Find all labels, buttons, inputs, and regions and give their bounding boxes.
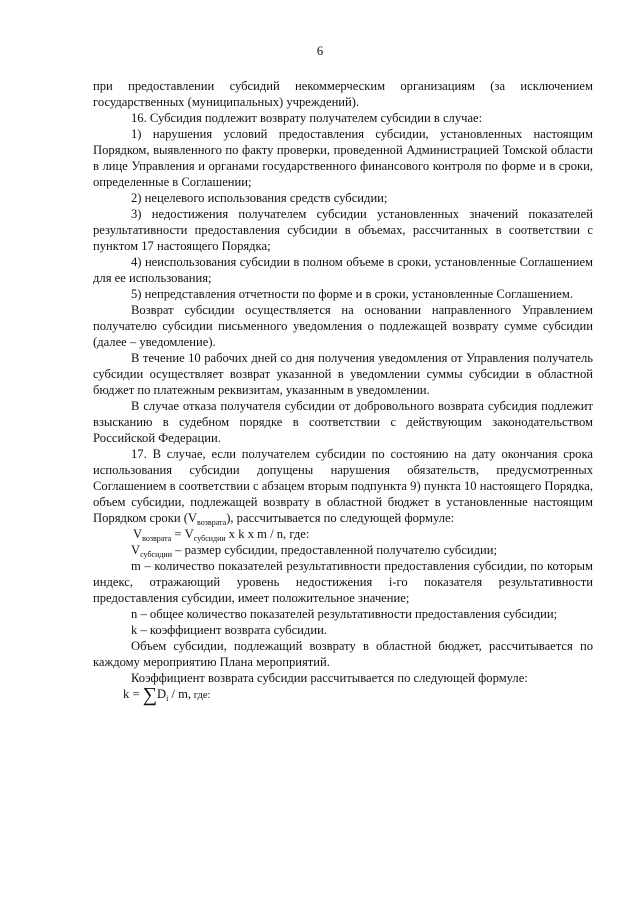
paragraph: В случае отказа получателя субсидии от добровольного возврата субсидия подлежит взысканию в судебном порядке в соответствии с действующим законодательством Российской Федерации. (93, 399, 593, 445)
formula-symbol: D (156, 687, 167, 701)
definition: n – общее количество показателей результативности предоставления субсидии; (131, 607, 558, 621)
formula-return-volume (93, 526, 593, 542)
subscript: субсидии (193, 534, 226, 543)
formula-symbol: V (131, 543, 141, 557)
paragraph: Коэффициент возврата субсидии рассчитывается по следующей формуле: (131, 671, 528, 685)
formula-symbol: V (133, 527, 143, 541)
paragraph (93, 446, 593, 526)
list-item: 5) непредставления отчетности по форме и в сроки, установленные Соглашением. (131, 287, 573, 301)
document-body (93, 78, 593, 704)
formula-operator: = (171, 527, 185, 541)
sum-symbol: ∑ (142, 684, 157, 706)
list-item: 4) неиспользования субсидии в полном объеме в сроки, установленные Соглашением для ее использования; (93, 255, 593, 285)
formula-symbol: V (184, 527, 194, 541)
paragraph-text: ), рассчитывается по следующей формуле: (226, 511, 455, 525)
subscript: возврата (197, 518, 227, 527)
paragraph: Возврат субсидии осуществляется на основании направленного Управлением получателю субсидии письменного уведомления о подлежащей возврату сумме субсидии (далее – уведомление). (93, 303, 593, 349)
formula-text: k = (123, 687, 143, 701)
subscript: возврата (142, 534, 172, 543)
paragraph-text: 17. В случае, если получателем субсидии по состоянию на дату окончания срока использования субсидии допущены нарушения обязательств, предусмотренных Соглашением в соответствии с абзацем вторым подпункта 9) пункта 10 настоящего Порядка, объем субсидии, подлежащей возврату в областной бюджет в установленные настоящим Порядком сроки (V (93, 447, 593, 525)
subscript: i (166, 694, 169, 703)
list-item: 2) нецелевого использования средств субсидии; (131, 191, 388, 205)
list-item: 1) нарушения условий предоставления субсидии, установленных настоящим Порядком, выявленного по факту проверки, проведенной Администрацией Томской области в лице Управления и органами государственного финансового контроля по форме и в сроки, определенные в Соглашении; (93, 127, 593, 189)
formula-text: x k x m / n, где: (225, 527, 310, 541)
subscript: субсидии (140, 550, 172, 559)
paragraph: В течение 10 рабочих дней со дня получения уведомления от Управления получатель субсидии осуществляет возврат указанной в уведомлении суммы субсидии в областной бюджет по платежным реквизитам, указанным в уведомлении. (93, 351, 593, 397)
definition: k – коэффициент возврата субсидии. (131, 623, 327, 637)
formula-return-coefficient (93, 686, 593, 704)
list-item: 3) недостижения получателем субсидии установленных значений показателей результативности предоставления субсидии в объемах, рассчитанных в соответствии с пунктом 17 настоящего Порядка; (93, 207, 593, 253)
paragraph: 16. Субсидия подлежит возврату получателем субсидии в случае: (131, 111, 483, 125)
page-number: 6 (316, 44, 324, 58)
paragraph: при предоставлении субсидий некоммерческим организациям (за исключением государственных (муниципальных) учреждений). (93, 79, 593, 109)
definition (93, 542, 593, 558)
definition: m – количество показателей результативности предоставления субсидии, по которым индекс, отражающий уровень недостижения i-го показателя результативности предоставления субсидии, имеет положительное значение; (93, 559, 593, 605)
formula-text: где: (191, 690, 211, 701)
definition-text: – размер субсидии, предоставленной получателю субсидии; (171, 543, 498, 557)
paragraph: Объем субсидии, подлежащий возврату в областной бюджет, рассчитывается по каждому мероприятию Плана мероприятий. (93, 639, 593, 669)
formula-text: / m, (168, 687, 192, 701)
